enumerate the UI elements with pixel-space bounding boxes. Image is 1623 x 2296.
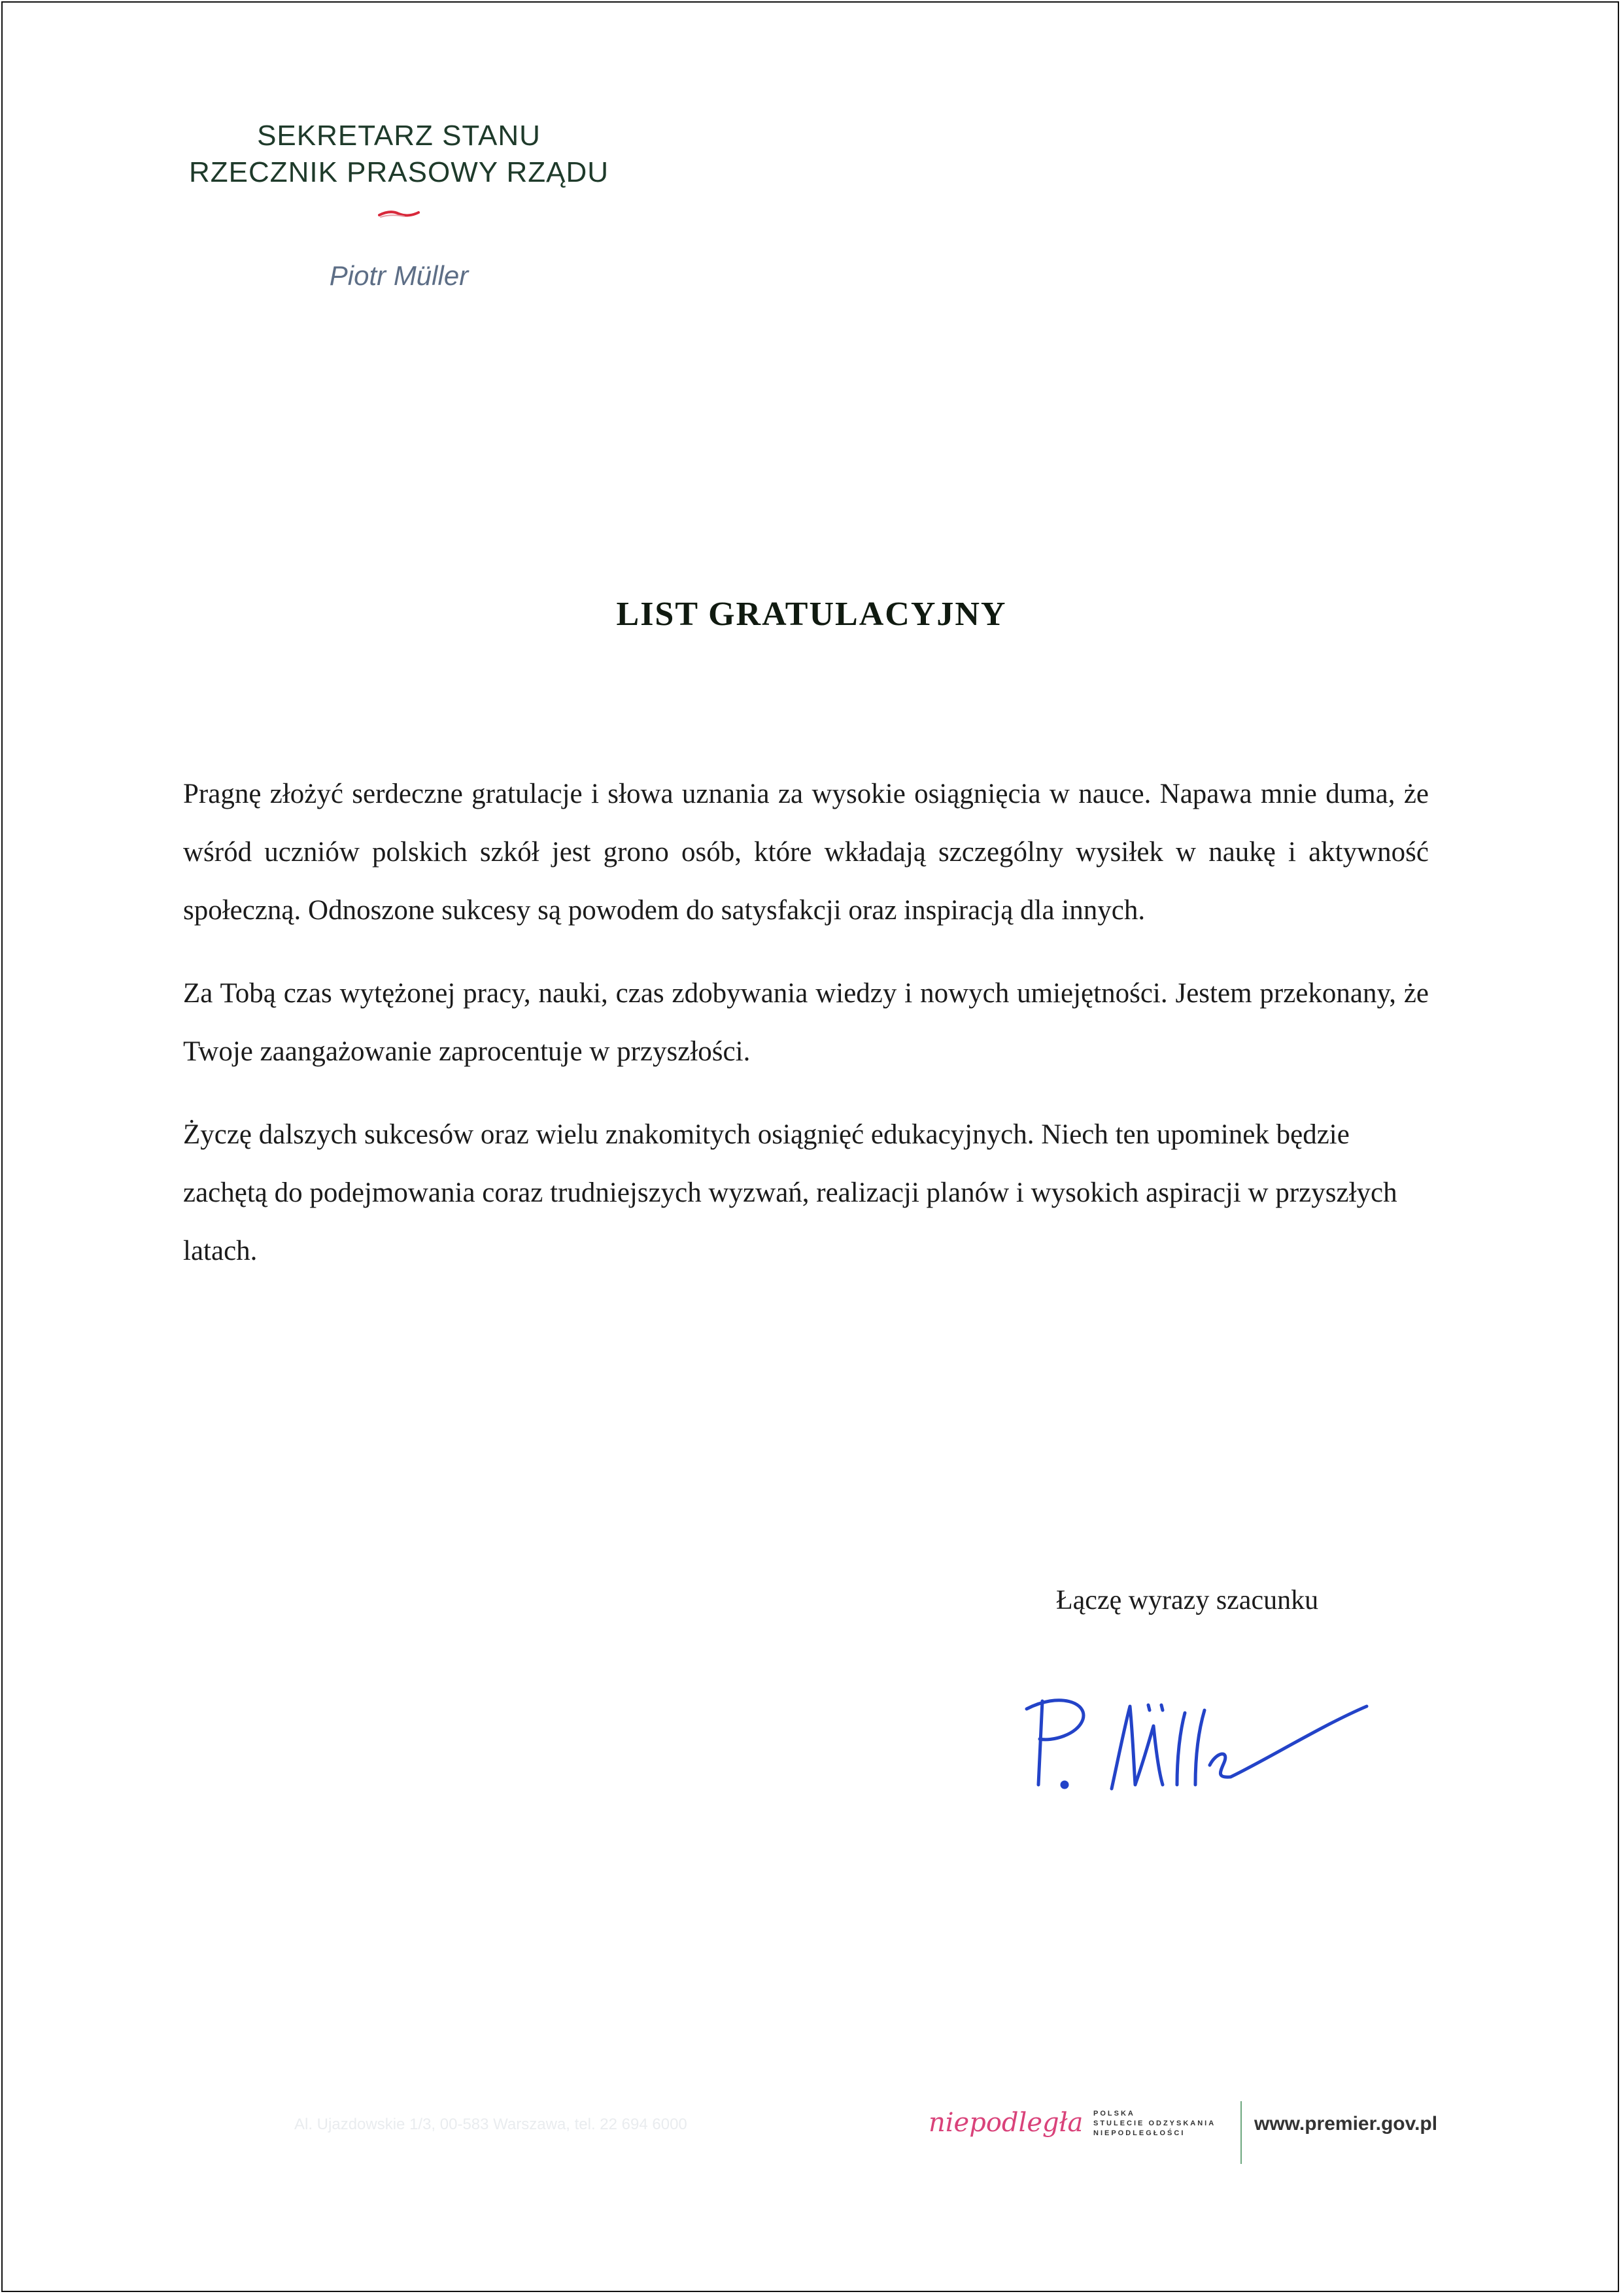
footer-address: Al. Ujazdowskie 1/3, 00-583 Warszawa, tel. 22 694 6000 <box>294 2116 687 2133</box>
letterhead-person-name: Piotr Müller <box>329 260 469 291</box>
flag-emblem-icon <box>378 209 420 218</box>
letterhead-role: RZECZNIK PRASOWY RZĄDU <box>188 156 609 188</box>
letterhead-rank: SEKRETARZ STANU <box>257 120 541 152</box>
paragraph-3: Życzę dalszych sukcesów oraz wielu znakomitych osiągnięć edukacyjnych. Niech ten upominek będzie zachętą do podejmowania coraz trudniejszych wyzwań, realizacji planów i wysokich aspiracji w przyszłych latach. <box>183 1119 1397 1266</box>
letter-title: LIST GRATULACYJNY <box>616 596 1007 633</box>
stulecie-logo-text: POLSKA STULECIE ODZYSKANIA NIEPODLEGŁOŚCI <box>1093 2110 1216 2137</box>
paragraph-2: Za Tobą czas wytężonej pracy, nauki, czas zdobywania wiedzy i nowych umiejętności. Jestem przekonany, że Twoje zaangażowanie zaprocentuje w przyszłości. <box>183 978 1429 1067</box>
paragraph-1: Pragnę złożyć serdeczne gratulacje i słowa uznania za wysokie osiągnięcia w nauce. Napawa mnie duma, że wśród uczniów polskich szkół jest grono osób, które wkładają szczególny wysiłek w naukę i aktywność społeczną. Odnoszone sukcesy są powodem do satysfakcji oraz inspiracją dla innych. <box>183 779 1429 926</box>
letter-body <box>183 765 1429 1305</box>
footer-divider <box>1240 2101 1242 2164</box>
closing-phrase: Łączę wyrazy szacunku <box>1056 1585 1319 1615</box>
niepodlegla-logo: niepodległa <box>929 2108 1084 2138</box>
handwritten-signature <box>1020 1687 1386 1804</box>
letterhead <box>183 118 615 191</box>
footer-website-link[interactable]: www.premier.gov.pl <box>1254 2113 1438 2135</box>
